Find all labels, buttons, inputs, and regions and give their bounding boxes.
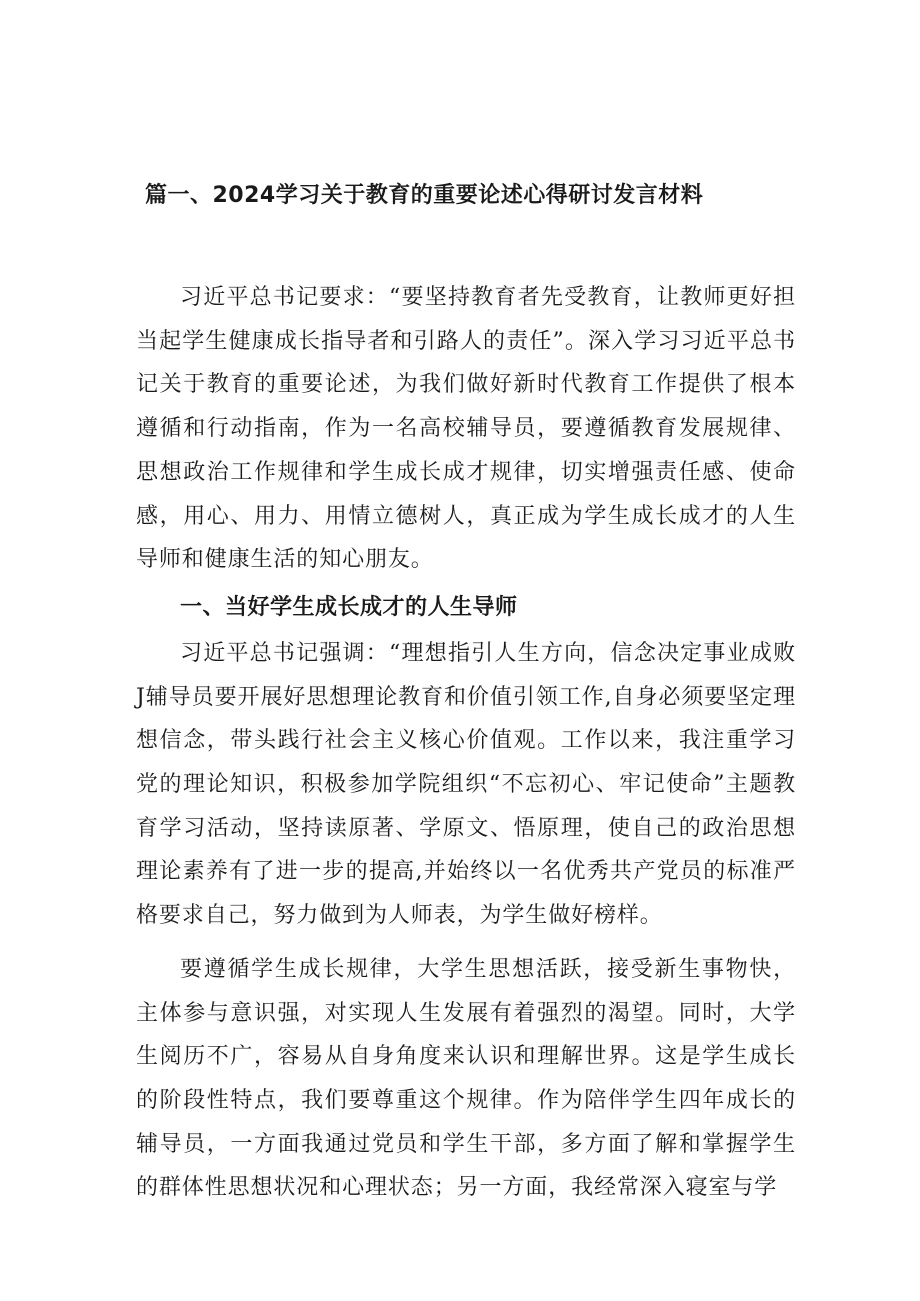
document-title: 篇一、2024学习关于教育的重要论述心得研讨发言材料: [145, 183, 704, 208]
section1-paragraph-2: 要遵循学生成长规律，大学生思想活跃，接受新生事物快，主体参与意识强，对实现人生发展有着强烈的渴望。同时，大学生阅历不广，容易从自身角度来认识和理解世界。这是学生成长的阶段性特点，我们要尊重这个规律。作为陪伴学生四年成长的辅导员，一方面我通过党员和学生干部，多方面了解和掌握学生的群体性思想状况和心理状态；另一方面，我经常深入寝室与学: [136, 956, 796, 1201]
document-body: [136, 276, 796, 1210]
intro-paragraph: 习近平总书记要求：“要坚持教育者先受教育，让教师更好担当起学生健康成长指导者和引路人的责任”。深入学习习近平总书记关于教育的重要论述，为我们做好新时代教育工作提供了根本遵循和行动指南，作为一名高校辅导员，要遵循教育发展规律、思想政治工作规律和学生成长成才规律，切实增强责任感、使命感，用心、用力、用情立德树人，真正成为学生成长成才的人生导师和健康生活的知心朋友。: [136, 285, 796, 573]
section1-paragraph-1: 习近平总书记强调：“理想指引人生方向，信念决定事业成败J辅导员要开展好思想理论教育和价值引领工作,自身必须要坚定理想信念，带头践行社会主义核心价值观。工作以来，我注重学习党的理论知识，积极参加学院组织“不忘初心、牢记使命”主题教育学习活动，坚持读原著、学原文、悟原理，使自己的政治思想理论素养有了进一步的提高,并始终以一名优秀共产党员的标准严格要求自己，努力做到为人师表，为学生做好榜样。: [136, 640, 796, 929]
section-heading-1: 一、当好学生成长成才的人生导师: [180, 594, 518, 620]
